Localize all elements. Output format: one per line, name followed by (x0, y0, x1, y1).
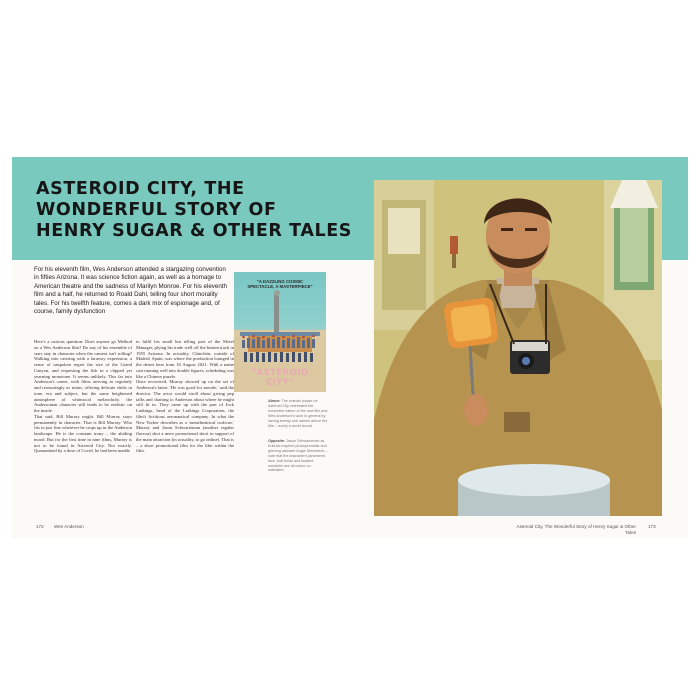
right-running-footer: Asteroid City, The Wonderful Story of Henry Sugar & Other Tales (516, 524, 636, 535)
body-column-2: to fulfil his small but telling part of the Motel Manager, plying his trade well off the beaten track in 1955 Arizona. In actuality, Chinchón, outside of Madrid, Spain, was where the production lounged in the desert heat from 16 August 2021. With a name cast running well into double figures, scheduling was like a Chinese puzzle. Once recovered, Murray showed up on the set of Anderson's latest. 'He was good for morale,' said the director. The actor would stroll about giving pep talks and chatting to Anderson about where he might still fit in. They came up with the part of Jock Larkings, head of the Larkings Corporation, the film's fictitious aeronautical company. In what the New Yorker describes as a 'metatheatrical curlicue,' Murray and Jason Schwartzman (another regular flavour) shot a mere promotional short in support of the main attraction (in actuality, to go online). That is – a short promotional film for the film within the film. (136, 339, 234, 454)
poster-title: "ASTEROID CITY" (251, 368, 309, 388)
chapter-heading: ASTEROID CITY, THE WONDERFUL STORY OF HENRY SUGAR & OTHER TALES (36, 179, 352, 241)
film-still-illustration (374, 180, 662, 516)
movie-poster-image (234, 272, 326, 392)
caption-above-label: Above: (268, 399, 281, 403)
caption-above (268, 399, 328, 428)
body-column-1: Here's a curious question: Does anyone go Method on a Wes Anderson film? Do any of his ensemble of stars stay in character when the camera isn't rolling? Walking into catering with a faraway expression, a sense of unspoken regret the size of the Grand Canyon, and requesting the fish in a clipped yet yearning monotone. It seems unlikely. This far into Anderson's career, with films arriving as regularly and reassuringly as trains, offering delicate shifts in tone, era and subject, but the same heightened atmosphere of whimsical melancholy, the Andersonian character still tends to be realistic on the inside. That said, Bill Murray might. Bill Murray stays permanently in character. That is Bill Murray. Who fits in just fine wherever he crops up in the Anderson landscape. He is the constant irony – the abiding mood. But for the first time in nine films, Murray is not to be found in Asteroid City. Not exactly. Quarantined by a dose of Covid, he had been unable (34, 339, 132, 454)
film-still-photo (374, 180, 662, 516)
left-running-footer: Wes Anderson (54, 524, 84, 529)
caption-opposite-text: Jason Schwartzman as Kubrick-inspired photojournalist and grieving widower Augie Steenbeck – note that the character's jammered face, buff bolds and toasted sandwich are all colour co-ordinated. (268, 439, 328, 473)
intro-paragraph: For his eleventh film, Wes Anderson attended a stargazing convention in fifties Arizona. It was science fiction again, as well as a homage to American theatre and the sadness of Marilyn Monroe. For his eleventh film and a half, he returned to Roald Dahl, telling four short morality tales. For his twelfth feature, comes a dark mix of espionage and, of course, family dysfunction (34, 266, 227, 316)
caption-above-text: The eclectic poster for Asteroid City celebrated the ensemble nature of the new film and Wes Anderson's work in general by having twenty-one names above the title – surely a world record. (268, 399, 328, 428)
left-page-number: 172 (36, 524, 44, 529)
right-page-number: 173 (648, 524, 656, 529)
caption-opposite-label: Opposite: (268, 439, 286, 443)
poster-quote: "A DAZZLING COSMIC SPECTACLE, A MASTERPIECE" (247, 279, 313, 289)
caption-opposite (268, 439, 328, 473)
